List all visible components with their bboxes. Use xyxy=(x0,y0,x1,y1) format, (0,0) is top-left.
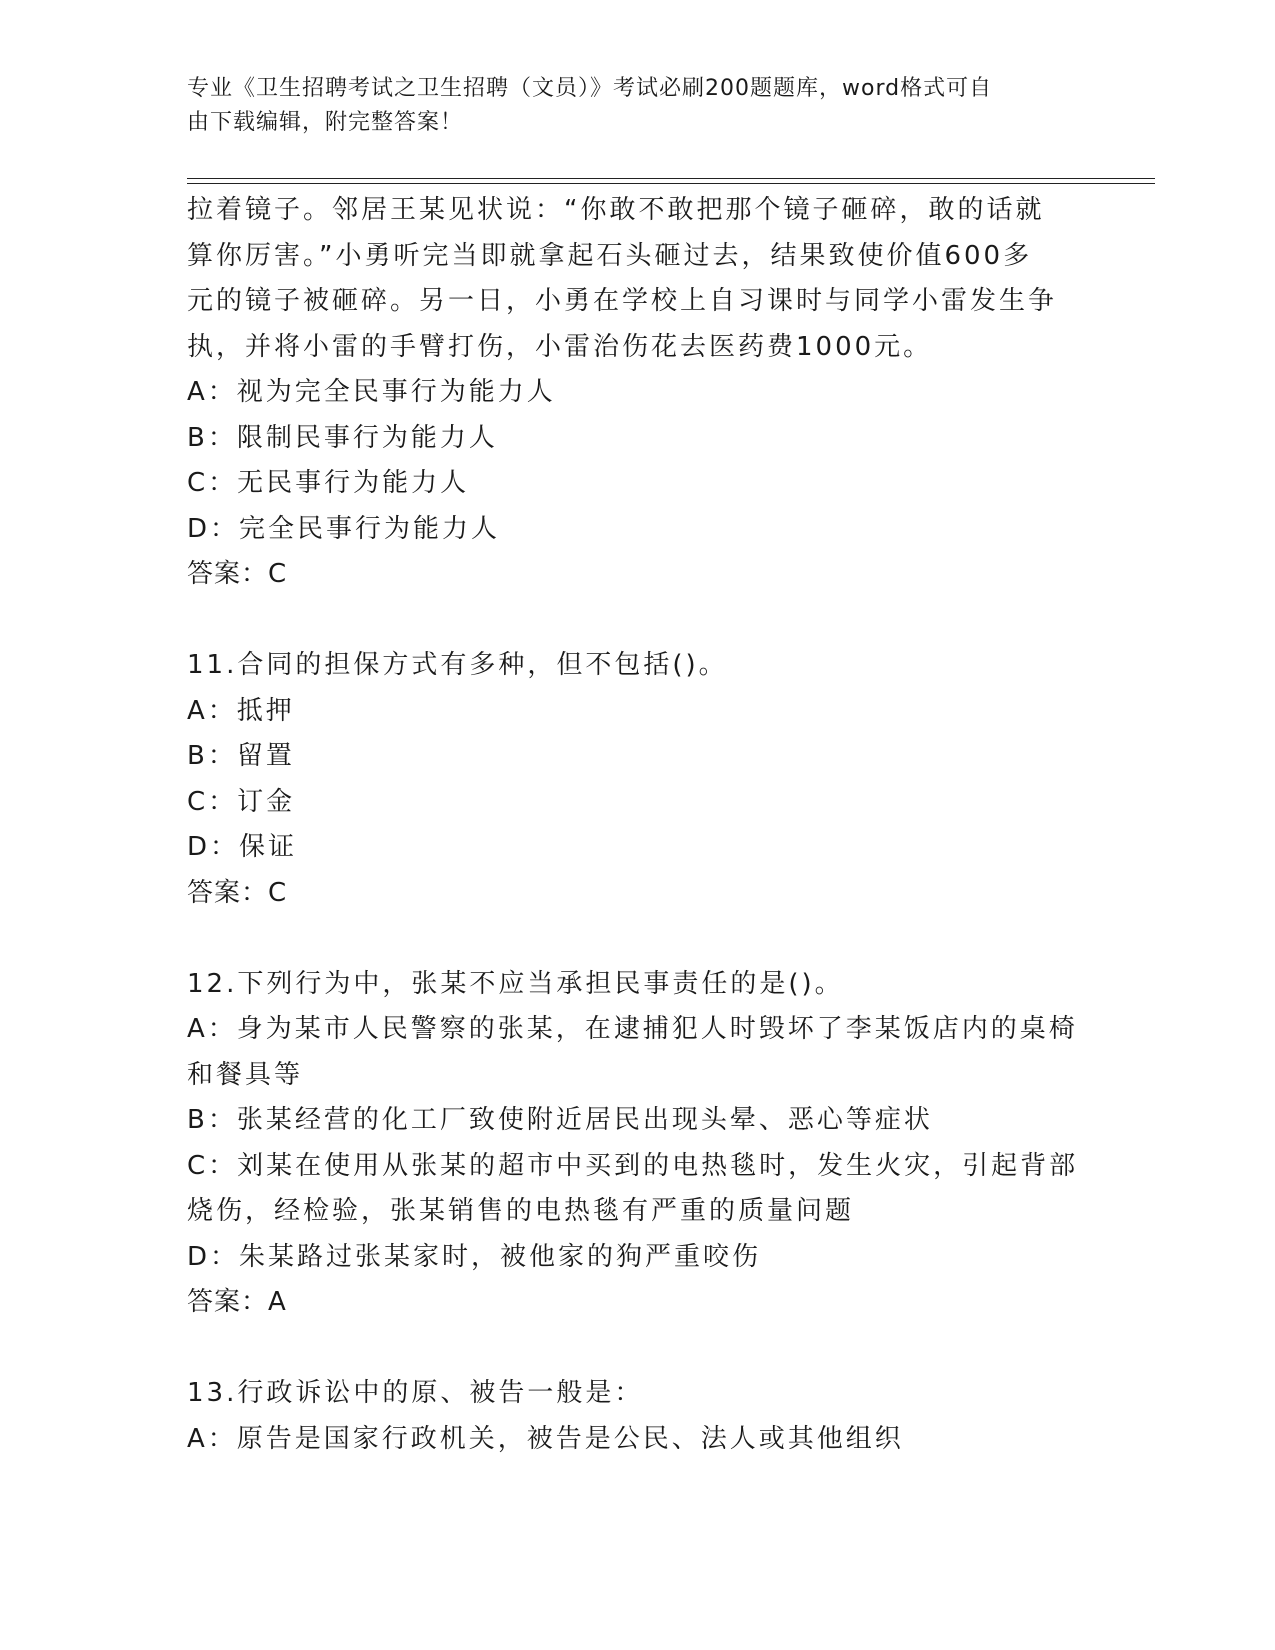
option-a: A：抵押 xyxy=(187,695,295,726)
document-body xyxy=(187,188,1087,1462)
question-11 xyxy=(187,643,1087,916)
question-text-line: 拉着镜子。邻居王某见状说：“你敢不敢把那个镜子砸碎，敢的话就 xyxy=(187,195,1045,225)
document-header xyxy=(187,72,1067,140)
header-divider-bottom xyxy=(187,183,1155,184)
question-text-line: 元的镜子被砸碎。另一日，小勇在学校上自习课时与同学小雷发生争 xyxy=(187,286,1058,316)
option-d: D：完全民事行为能力人 xyxy=(187,513,501,544)
question-stem: 12.下列行为中，张某不应当承担民事责任的是()。 xyxy=(187,968,844,999)
question-stem: 13.行政诉讼中的原、被告一般是： xyxy=(187,1378,644,1408)
option-c: C：订金 xyxy=(187,786,296,817)
option-d: D：朱某路过张某家时，被他家的狗严重咬伤 xyxy=(187,1241,762,1272)
option-d: D：保证 xyxy=(187,832,298,862)
question-13 xyxy=(187,1371,1087,1462)
question-stem: 11.合同的担保方式有多种，但不包括()。 xyxy=(187,650,728,680)
answer-line: 答案：A xyxy=(187,1287,287,1317)
answer-line: 答案：C xyxy=(187,559,288,589)
option-a: A：视为完全民事行为能力人 xyxy=(187,377,556,407)
option-c: C：刘某在使用从张某的超市中买到的电热毯时，发生火灾，引起背部 xyxy=(187,1150,1079,1181)
question-text-line: 执，并将小雷的手臂打伤，小雷治伤花去医药费1000元。 xyxy=(187,331,933,362)
option-b: B：留置 xyxy=(187,741,295,771)
option-c-continued: 烧伤，经检验，张某销售的电热毯有严重的质量问题 xyxy=(187,1196,855,1226)
option-b: B：限制民事行为能力人 xyxy=(187,422,498,453)
option-c: C：无民事行为能力人 xyxy=(187,468,470,498)
option-a: A：原告是国家行政机关，被告是公民、法人或其他组织 xyxy=(187,1423,904,1454)
question-10-continuation xyxy=(187,188,1087,598)
header-divider-top xyxy=(187,178,1155,179)
spacer xyxy=(187,598,1087,644)
question-text-line: 算你厉害。”小勇听完当即就拿起石头砸过去，结果致使价值600多 xyxy=(187,240,1033,271)
spacer xyxy=(187,916,1087,962)
option-a: A：身为某市人民警察的张某，在逮捕犯人时毁坏了李某饭店内的桌椅 xyxy=(187,1014,1078,1044)
spacer xyxy=(187,1326,1087,1372)
question-12 xyxy=(187,962,1087,1326)
header-line-1: 专业《卫生招聘考试之卫生招聘（文员）》考试必刷200题题库，word格式可自 xyxy=(187,76,993,101)
header-line-2: 由下载编辑，附完整答案！ xyxy=(187,110,464,135)
option-a-continued: 和餐具等 xyxy=(187,1059,304,1090)
option-b: B：张某经营的化工厂致使附近居民出现头晕、恶心等症状 xyxy=(187,1105,933,1135)
answer-line: 答案：C xyxy=(187,877,288,908)
